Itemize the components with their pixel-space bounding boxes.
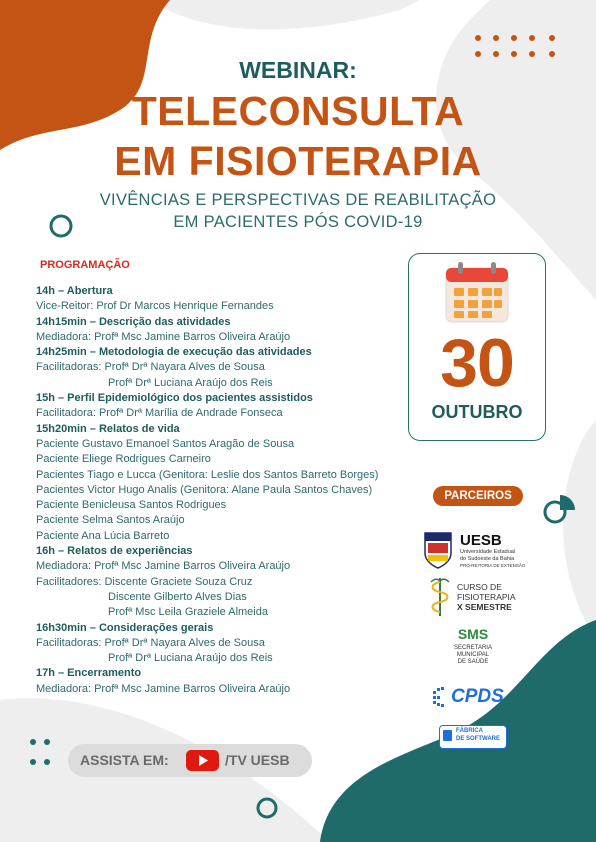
caduceus-icon: [427, 576, 453, 618]
programacao-heading: PROGRAMAÇÃO: [40, 259, 130, 271]
uesb-line1: Universidade Estadual: [460, 549, 516, 555]
sms-name: SMS: [457, 626, 489, 642]
schedule-session-heading: 14h15min – Descrição das atividades: [36, 315, 231, 328]
cpds-name: CPDS: [451, 686, 504, 707]
schedule-session-heading: 16h30min – Considerações gerais: [36, 621, 214, 634]
fabrica-line1: FÁBRICA: [456, 728, 483, 734]
schedule-line: Profª Msc Leila Graziele Almeida: [108, 606, 268, 619]
uesb-line3: PRÓ-REITORIA DE EXTENSÃO: [460, 563, 526, 568]
fabrica-line2: DE SOFTWARE: [456, 736, 501, 742]
schedule-session-heading: 17h – Encerramento: [36, 667, 142, 680]
schedule-line: Facilitadoras: Profª Drª Nayara Alves de Sousa: [36, 636, 265, 649]
schedule-session-heading: 15h – Perfil Epidemiológico dos pacientes assistidos: [36, 392, 313, 405]
subtitle-line-2: EM PACIENTES PÓS COVID-19: [173, 213, 423, 231]
uesb-line2: do Sudoeste da Bahia: [460, 556, 515, 562]
schedule-line: Facilitadoras: Profª Drª Nayara Alves de Sousa: [36, 361, 265, 374]
schedule-line: Paciente Selma Santos Araújo: [36, 514, 185, 527]
schedule-line: Mediadora: Profª Msc Jamine Barros Oliveira Araújo: [36, 330, 291, 343]
schedule-line: Profª Drª Luciana Araújo dos Reis: [108, 652, 273, 665]
event-day: 30: [440, 325, 514, 401]
uesb-shield-icon: [423, 529, 453, 569]
schedule-line: Facilitadora: Profª Drª Marília de Andrade Fonseca: [36, 407, 283, 420]
event-month: OUTUBRO: [431, 402, 523, 422]
title-line-2: EM FISIOTERAPIA: [114, 138, 482, 184]
schedule-session-heading: 16h – Relatos de experiências: [36, 545, 193, 558]
schedule-line: Mediadora: Profª Msc Jamine Barros Oliveira Araújo: [36, 560, 291, 573]
schedule-line: Facilitadores: Discente Graciete Souza Cruz: [36, 575, 253, 588]
sms-line1: SECRETARIA: [454, 645, 492, 651]
calendar-icon: [444, 262, 510, 324]
schedule-line: Paciente Ana Lúcia Barreto: [36, 529, 170, 542]
sms-line2: MUNICIPAL: [456, 652, 490, 658]
fisio-line1: CURSO DE: [457, 582, 502, 592]
schedule-line: Pacientes Tiago e Lucca (Genitora: Leslie dos Santos Barreto Borges): [36, 468, 379, 481]
subtitle-line-1: VIVÊNCIAS E PERSPECTIVAS DE REABILITAÇÃO: [99, 191, 497, 209]
youtube-icon[interactable]: [186, 750, 219, 771]
schedule-session-heading: 14h25min – Metodologia de execução das atividades: [36, 346, 312, 359]
bg-blob-top: [150, 0, 420, 29]
schedule-line: Paciente Eliege Rodrigues Carneiro: [36, 453, 211, 466]
fisio-line3: X SEMESTRE: [457, 602, 512, 612]
schedule-line: Profª Drª Luciana Araújo dos Reis: [108, 376, 273, 389]
title-line-1: TELECONSULTA: [131, 88, 465, 134]
schedule-line: Mediadora: Profª Msc Jamine Barros Oliveira Araújo: [36, 682, 291, 695]
schedule-line: Paciente Gustavo Emanoel Santos Aragão de Sousa: [36, 437, 295, 450]
bg-blob-right-mid: [563, 420, 596, 640]
tv-uesb-link[interactable]: /TV UESB: [225, 752, 290, 768]
parceiros-badge: PARCEIROS: [433, 486, 523, 506]
sms-line3: DE SAÚDE: [457, 659, 489, 665]
uesb-name: UESB: [460, 532, 502, 549]
fabrica-icon: [443, 730, 452, 741]
schedule-session-heading: 15h20min – Relatos de vida: [36, 422, 180, 435]
schedule-line: Discente Gilberto Alves Dias: [108, 590, 247, 603]
schedule-session-heading: 14h – Abertura: [36, 285, 113, 297]
schedule-line: Paciente Benicleusa Santos Rodrigues: [36, 499, 227, 512]
schedule-list: [36, 284, 416, 697]
fisio-line2: FISIOTERAPIA: [457, 592, 516, 602]
webinar-label: WEBINAR:: [239, 57, 357, 83]
assista-label: ASSISTA EM:: [80, 752, 169, 768]
schedule-line: Pacientes Victor Hugo Analis (Genitora: Alane Paula Santos Chaves): [36, 483, 373, 496]
cpds-bars-icon: [433, 687, 453, 707]
schedule-line: Vice-Reitor: Prof Dr Marcos Henrique Fernandes: [36, 300, 274, 313]
